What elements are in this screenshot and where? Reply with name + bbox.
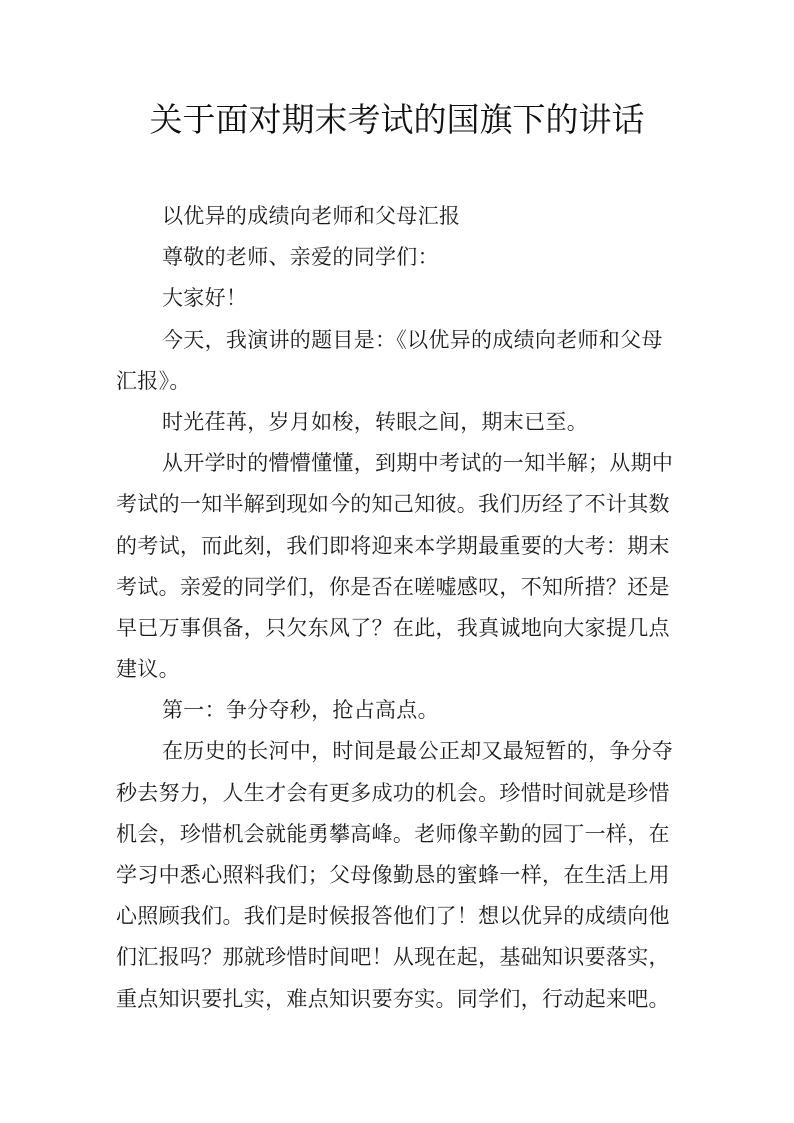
paragraph-point-one-heading xyxy=(116,690,686,731)
paragraph-time xyxy=(116,402,686,443)
text-line: 今天，我演讲的题目是：《以优异的成绩向老师和父母 xyxy=(162,327,663,352)
text-line: 以优异的成绩向老师和父母汇报 xyxy=(162,204,461,228)
text-line: 的考试，而此刻，我们即将迎来本学期最重要的大考：期末 xyxy=(116,533,670,558)
text-line: 重点知识要扎实，难点知识要夯实。同学们，行动起来吧。 xyxy=(116,986,670,1011)
paragraph-point-one-body xyxy=(116,731,686,1019)
text-line: 第一：争分夺秒，抢占高点。 xyxy=(162,698,439,723)
text-line: 们汇报吗？那就珍惜时间吧！从现在起，基础知识要落实， xyxy=(116,945,670,970)
text-line: 心照顾我们。我们是时候报答他们了！想以优异的成绩向他 xyxy=(116,904,670,929)
paragraph-greeting xyxy=(116,278,686,319)
text-line: 秒去努力，人生才会有更多成功的机会。珍惜时间就是珍惜 xyxy=(116,780,670,805)
paragraph-salutation xyxy=(116,237,686,278)
text-line: 在历史的长河中，时间是最公正却又最短暂的，争分夺 xyxy=(162,739,674,764)
text-line: 尊敬的老师、亲爱的同学们： xyxy=(162,245,439,270)
paragraph-subtitle xyxy=(116,196,686,237)
text-line: 时光荏苒，岁月如梭，转眼之间，期末已至。 xyxy=(162,409,588,434)
text-line: 考试的一知半解到现如今的知己知彼。我们历经了不计其数 xyxy=(116,492,670,517)
document-title: 关于面对期末考试的国旗下的讲话 xyxy=(149,100,645,139)
paragraph-topic xyxy=(116,320,686,402)
text-line: 学习中悉心照料我们；父母像勤恳的蜜蜂一样，在生活上用 xyxy=(116,863,670,887)
document-body xyxy=(116,196,686,1020)
text-line: 汇报》。 xyxy=(116,368,191,393)
text-line: 从开学时的懵懵懂懂，到期中考试的一知半解；从期中 xyxy=(162,451,674,476)
text-line: 考试。亲爱的同学们，你是否在嗟嘘感叹，不知所措？还是 xyxy=(116,574,670,599)
text-line: 大家好！ xyxy=(162,286,248,311)
text-line: 早已万事俱备，只欠东风了？在此，我真诚地向大家提几点 xyxy=(116,615,670,640)
text-line: 建议。 xyxy=(116,657,180,682)
text-line: 机会，珍惜机会就能勇攀高峰。老师像辛勤的园丁一样，在 xyxy=(116,821,670,846)
paragraph-intro xyxy=(116,443,686,690)
